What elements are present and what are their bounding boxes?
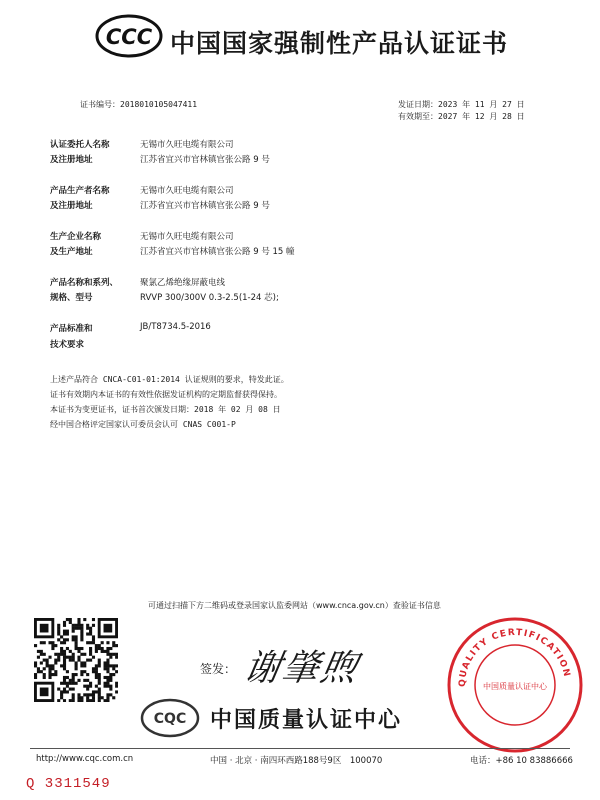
field-value: 无锡市久旺电缆有限公司	[140, 140, 234, 150]
svg-text:CQC: CQC	[153, 711, 187, 727]
field-value: RVVP 300/300V 0.3-2.5(1-24 芯);	[140, 293, 279, 303]
statement-line: 经中国合格评定国家认可委员会认可 CNAS C001-P	[50, 420, 236, 429]
footer-address: 中国 · 北京 · 南四环西路188号9区 100070	[210, 756, 383, 766]
field-label: 规格、型号	[50, 293, 93, 303]
field-value: 江苏省宜兴市官林镇官张公路 9 号	[140, 155, 270, 165]
field-label: 及注册地址	[50, 155, 93, 165]
cqc-logo	[140, 698, 200, 738]
field-value: JB/T8734.5-2016	[140, 322, 211, 332]
issue-date: 发证日期：2023 年 11 月 27 日	[398, 100, 525, 109]
footer-rule	[30, 748, 570, 749]
ccc-logo	[95, 14, 163, 58]
field-label: 认证委托人名称	[50, 140, 110, 150]
field-label: 及生产地址	[50, 247, 93, 257]
certificate-number	[80, 99, 197, 110]
valid-until: 有效期至：2027 年 12 月 28 日	[398, 112, 525, 121]
official-seal	[445, 615, 585, 755]
field-value: 江苏省宜兴市官林镇官张公路 9 号 15 幢	[140, 247, 295, 257]
statement-line: 本证书为变更证书，证书首次颁发日期：2018 年 02 月 08 日	[50, 405, 281, 414]
issuer-name: 中国质量认证中心	[210, 708, 403, 733]
signature: 谢肇煦	[240, 648, 363, 689]
certificate-number-value: 2018010105047411	[120, 100, 198, 109]
footer-phone: 电话：+86 10 83886666	[470, 756, 573, 766]
signature-label: 签发：	[200, 662, 237, 676]
qr-code[interactable]	[34, 618, 118, 702]
field-value: 聚氯乙烯绝缘屏蔽电线	[140, 278, 226, 288]
certificate-title: 中国国家强制性产品认证证书	[170, 29, 509, 58]
field-label: 产品标准和	[50, 324, 93, 334]
svg-text:CHINA QUALITY CERTIFICATION CE: QUALITY CERTIFICATION	[457, 627, 572, 688]
statement-line: 证书有效期内本证书的有效性依据发证机构的定期监督获得保持。	[50, 390, 282, 399]
field-value: 江苏省宜兴市官林镇官张公路 9 号	[140, 201, 270, 211]
field-label: 产品名称和系列、	[50, 278, 119, 288]
svg-text:CCC: CCC	[105, 25, 153, 49]
svg-text:中国质量认证中心: 中国质量认证中心	[483, 682, 547, 691]
field-label: 产品生产者名称	[50, 186, 110, 196]
field-label: 及注册地址	[50, 201, 93, 211]
field-label: 生产企业名称	[50, 232, 102, 242]
footer-website[interactable]: http://www.cqc.com.cn	[36, 754, 134, 764]
field-label: 技术要求	[50, 340, 85, 350]
certificate-number-label: 证书编号：	[80, 100, 120, 109]
field-value: 无锡市久旺电缆有限公司	[140, 186, 234, 196]
field-value: 无锡市久旺电缆有限公司	[140, 232, 234, 242]
serial-number: Q 3311549	[26, 776, 111, 792]
statement-line: 上述产品符合 CNCA-C01-01:2014 认证规则的要求，特发此证。	[50, 375, 289, 384]
verify-note: 可通过扫描下方二维码或登录国家认监委网站（www.cnca.gov.cn）查验证书信息	[148, 601, 441, 610]
